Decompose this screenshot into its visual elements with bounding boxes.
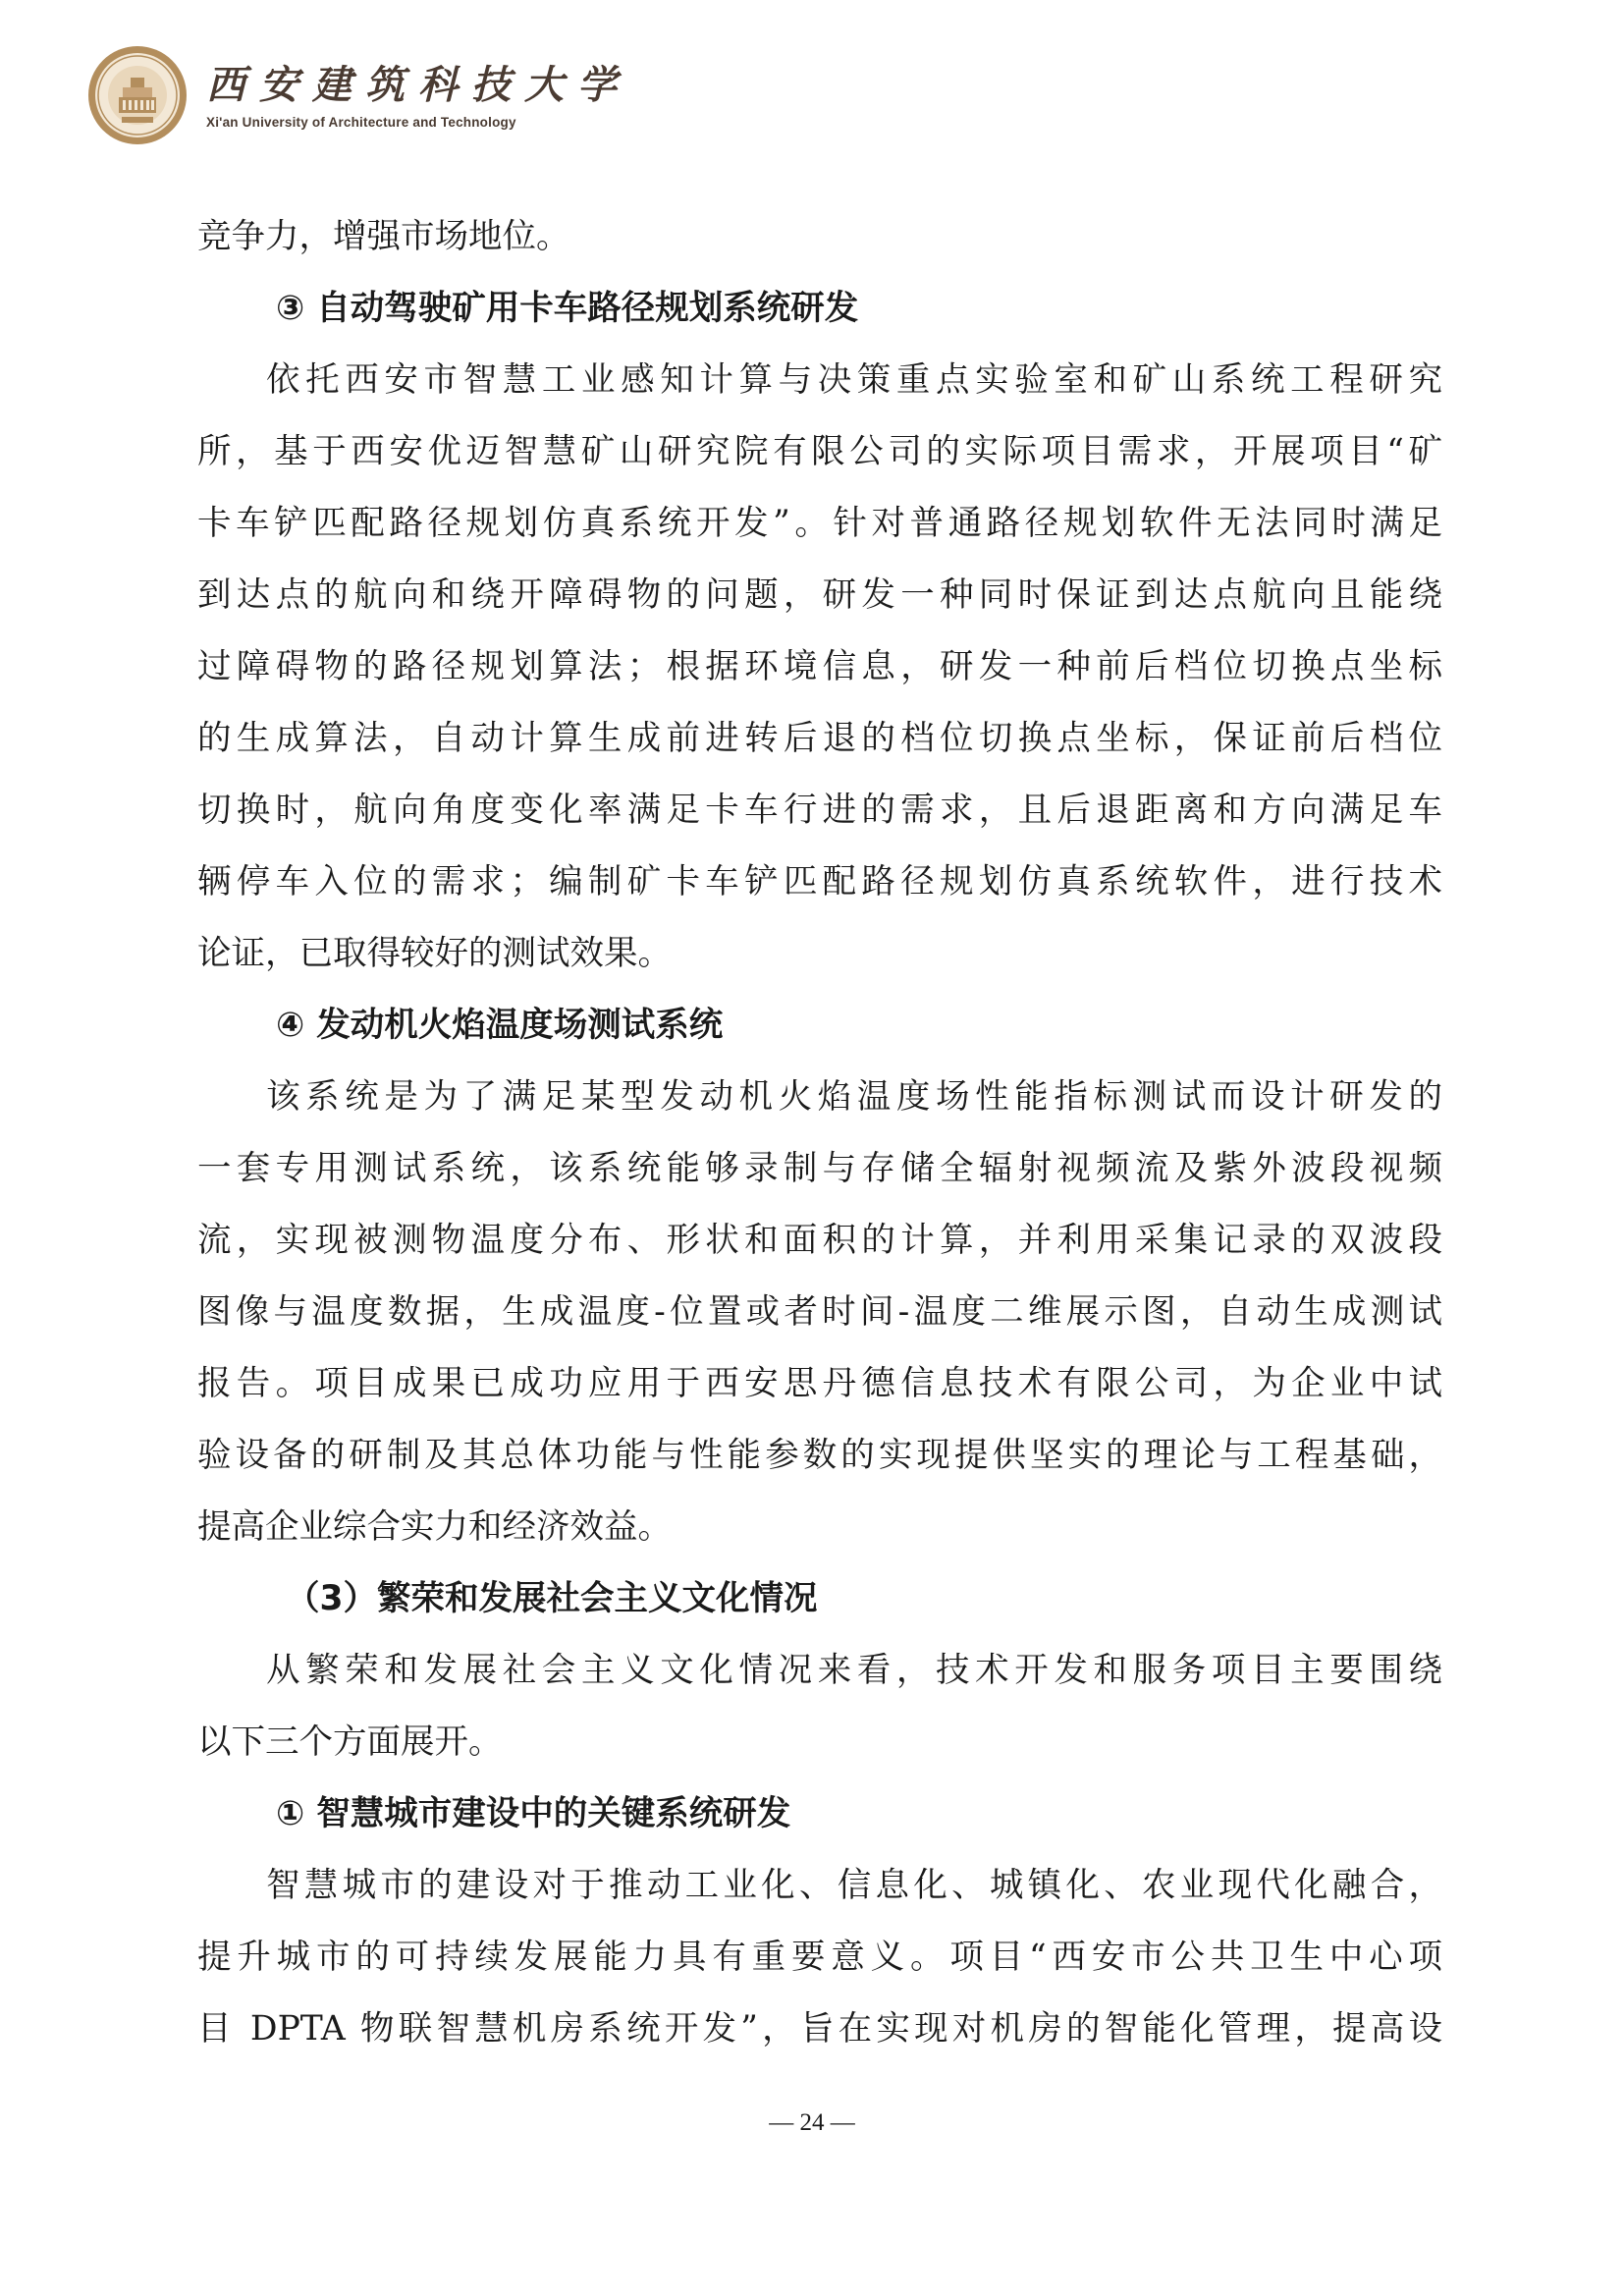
body-line: 从繁荣和发展社会主义文化情况来看，技术开发和服务项目主要围绕 [266,1651,1442,1690]
body-line: 图像与温度数据，生成温度-位置或者时间-温度二维展示图，自动生成测试 [197,1292,1442,1332]
section-heading: ④ 发动机火焰温度场测试系统 [276,1006,724,1045]
page-header [86,41,630,149]
body-line: 提高企业综合实力和经济效益。 [197,1507,672,1547]
body-line: 卡车铲匹配路径规划仿真系统开发”。针对普通路径规划软件无法同时满足 [197,504,1442,543]
body-line: 目 DPTA 物联智慧机房系统开发”，旨在实现对机房的智能化管理，提高设 [197,2009,1442,2049]
body-line: 提升城市的可持续发展能力具有重要意义。项目“西安市公共卫生中心项 [197,1938,1442,1977]
body-line: 依托西安市智慧工业感知计算与决策重点实验室和矿山系统工程研究 [266,360,1442,400]
school-name [206,62,630,130]
body-line: 该系统是为了满足某型发动机火焰温度场性能指标测试而设计研发的 [266,1077,1442,1117]
body-line: 智慧城市的建设对于推动工业化、信息化、城镇化、农业现代化融合， [266,1866,1442,1905]
body-line: 验设备的研制及其总体功能与性能参数的实现提供坚实的理论与工程基础， [197,1436,1442,1475]
document-body [197,201,1442,2065]
body-line: 所，基于西安优迈智慧矿山研究院有限公司的实际项目需求，开展项目“矿 [197,432,1442,471]
school-name-chinese: 西安建筑科技大学 [206,61,630,108]
section-heading: ① 智慧城市建设中的关键系统研发 [276,1794,791,1833]
section-heading: ③ 自动驾驶矿用卡车路径规划系统研发 [276,289,859,328]
body-line: 过障碍物的路径规划算法；根据环境信息，研发一种前后档位切换点坐标 [197,647,1442,686]
body-line: 一套专用测试系统，该系统能够录制与存储全辐射视频流及紫外波段视频 [197,1149,1442,1188]
body-line: 报告。项目成果已成功应用于西安思丹德信息技术有限公司，为企业中试 [197,1364,1442,1403]
section-heading: （3）繁荣和发展社会主义文化情况 [286,1579,818,1618]
body-line: 竞争力，增强市场地位。 [197,217,570,256]
page-number: — 24 — [769,2109,855,2136]
body-line: 以下三个方面展开。 [197,1722,503,1762]
body-line: 辆停车入位的需求；编制矿卡车铲匹配路径规划仿真系统软件，进行技术 [197,862,1442,902]
body-line: 的生成算法，自动计算生成前进转后退的档位切换点坐标，保证前后档位 [197,719,1442,758]
body-line: 切换时，航向角度变化率满足卡车行进的需求，且后退距离和方向满足车 [197,791,1442,830]
body-line: 到达点的航向和绕开障碍物的问题，研发一种同时保证到达点航向且能绕 [197,575,1442,615]
body-line: 流，实现被测物温度分布、形状和面积的计算，并利用采集记录的双波段 [197,1221,1442,1260]
school-name-english: Xi'an University of Architecture and Technology [206,114,516,130]
body-line: 论证，已取得较好的测试效果。 [197,934,672,973]
university-logo-icon [86,44,189,146]
